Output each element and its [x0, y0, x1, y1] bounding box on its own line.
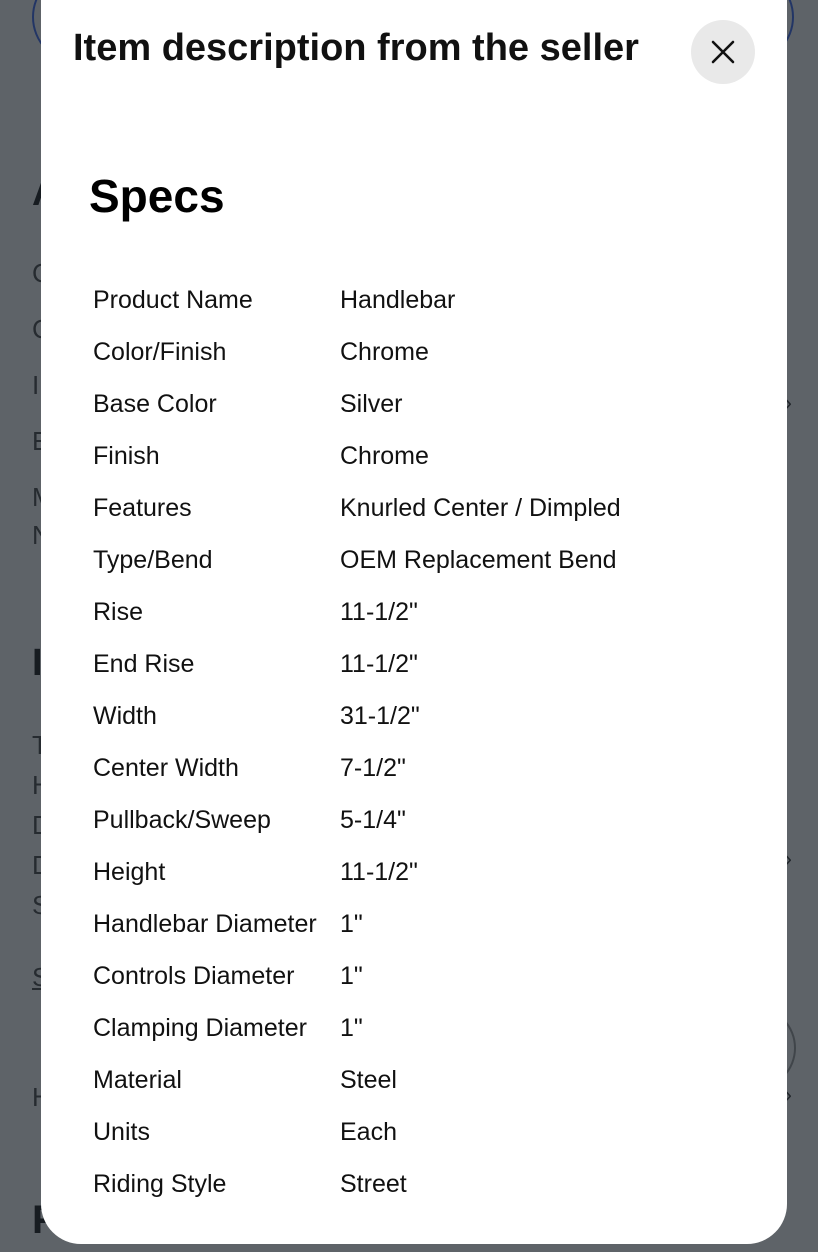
spec-value: 7-1/2"	[340, 753, 406, 782]
spec-label: Rise	[93, 597, 144, 626]
spec-row	[93, 1002, 621, 1054]
spec-label: Finish	[93, 441, 160, 470]
spec-value: OEM Replacement Bend	[340, 545, 617, 574]
spec-value: Silver	[340, 389, 403, 418]
spec-row	[93, 482, 621, 534]
spec-label: Center Width	[93, 753, 239, 782]
spec-row	[93, 1158, 621, 1210]
spec-value: 11-1/2"	[340, 649, 418, 678]
spec-value: 31-1/2"	[340, 701, 420, 730]
spec-value: 1"	[340, 1013, 363, 1042]
spec-label: End Rise	[93, 649, 195, 678]
spec-label: Height	[93, 857, 166, 886]
spec-label: Pullback/Sweep	[93, 805, 271, 834]
spec-value: Street	[340, 1169, 407, 1198]
spec-value: 11-1/2"	[340, 597, 418, 626]
spec-row	[93, 326, 621, 378]
spec-row	[93, 950, 621, 1002]
spec-label: Width	[93, 701, 157, 730]
spec-label: Controls Diameter	[93, 961, 295, 990]
spec-row	[93, 274, 621, 326]
spec-label: Handlebar Diameter	[93, 909, 317, 938]
spec-value: Knurled Center / Dimpled	[340, 493, 621, 522]
spec-label: Units	[93, 1117, 150, 1146]
spec-label: Color/Finish	[93, 337, 227, 366]
modal-title: Item description from the seller	[73, 27, 639, 69]
specs-heading: Specs	[89, 170, 225, 222]
close-icon	[710, 39, 736, 65]
spec-label: Material	[93, 1065, 182, 1094]
spec-value: Handlebar	[340, 285, 456, 314]
spec-row	[93, 378, 621, 430]
spec-label: Clamping Diameter	[93, 1013, 307, 1042]
close-button[interactable]	[691, 20, 755, 84]
spec-row	[93, 534, 621, 586]
spec-value: Chrome	[340, 337, 429, 366]
spec-row	[93, 586, 621, 638]
spec-value: 1"	[340, 961, 363, 990]
spec-row	[93, 1054, 621, 1106]
item-description-modal	[41, 0, 787, 1244]
spec-row	[93, 898, 621, 950]
specs-table	[93, 274, 621, 1210]
spec-row	[93, 430, 621, 482]
spec-label: Product Name	[93, 285, 253, 314]
spec-value: Each	[340, 1117, 397, 1146]
spec-row	[93, 638, 621, 690]
description-content	[89, 168, 747, 1210]
spec-label: Riding Style	[93, 1169, 227, 1198]
spec-row	[93, 690, 621, 742]
spec-row	[93, 846, 621, 898]
spec-label: Base Color	[93, 389, 217, 418]
spec-value: Steel	[340, 1065, 397, 1094]
spec-value: Chrome	[340, 441, 429, 470]
spec-label: Features	[93, 493, 192, 522]
spec-row	[93, 742, 621, 794]
spec-label: Type/Bend	[93, 545, 213, 574]
spec-value: 11-1/2"	[340, 857, 418, 886]
spec-row	[93, 794, 621, 846]
spec-value: 1"	[340, 909, 363, 938]
spec-value: 5-1/4"	[340, 805, 406, 834]
spec-row	[93, 1106, 621, 1158]
